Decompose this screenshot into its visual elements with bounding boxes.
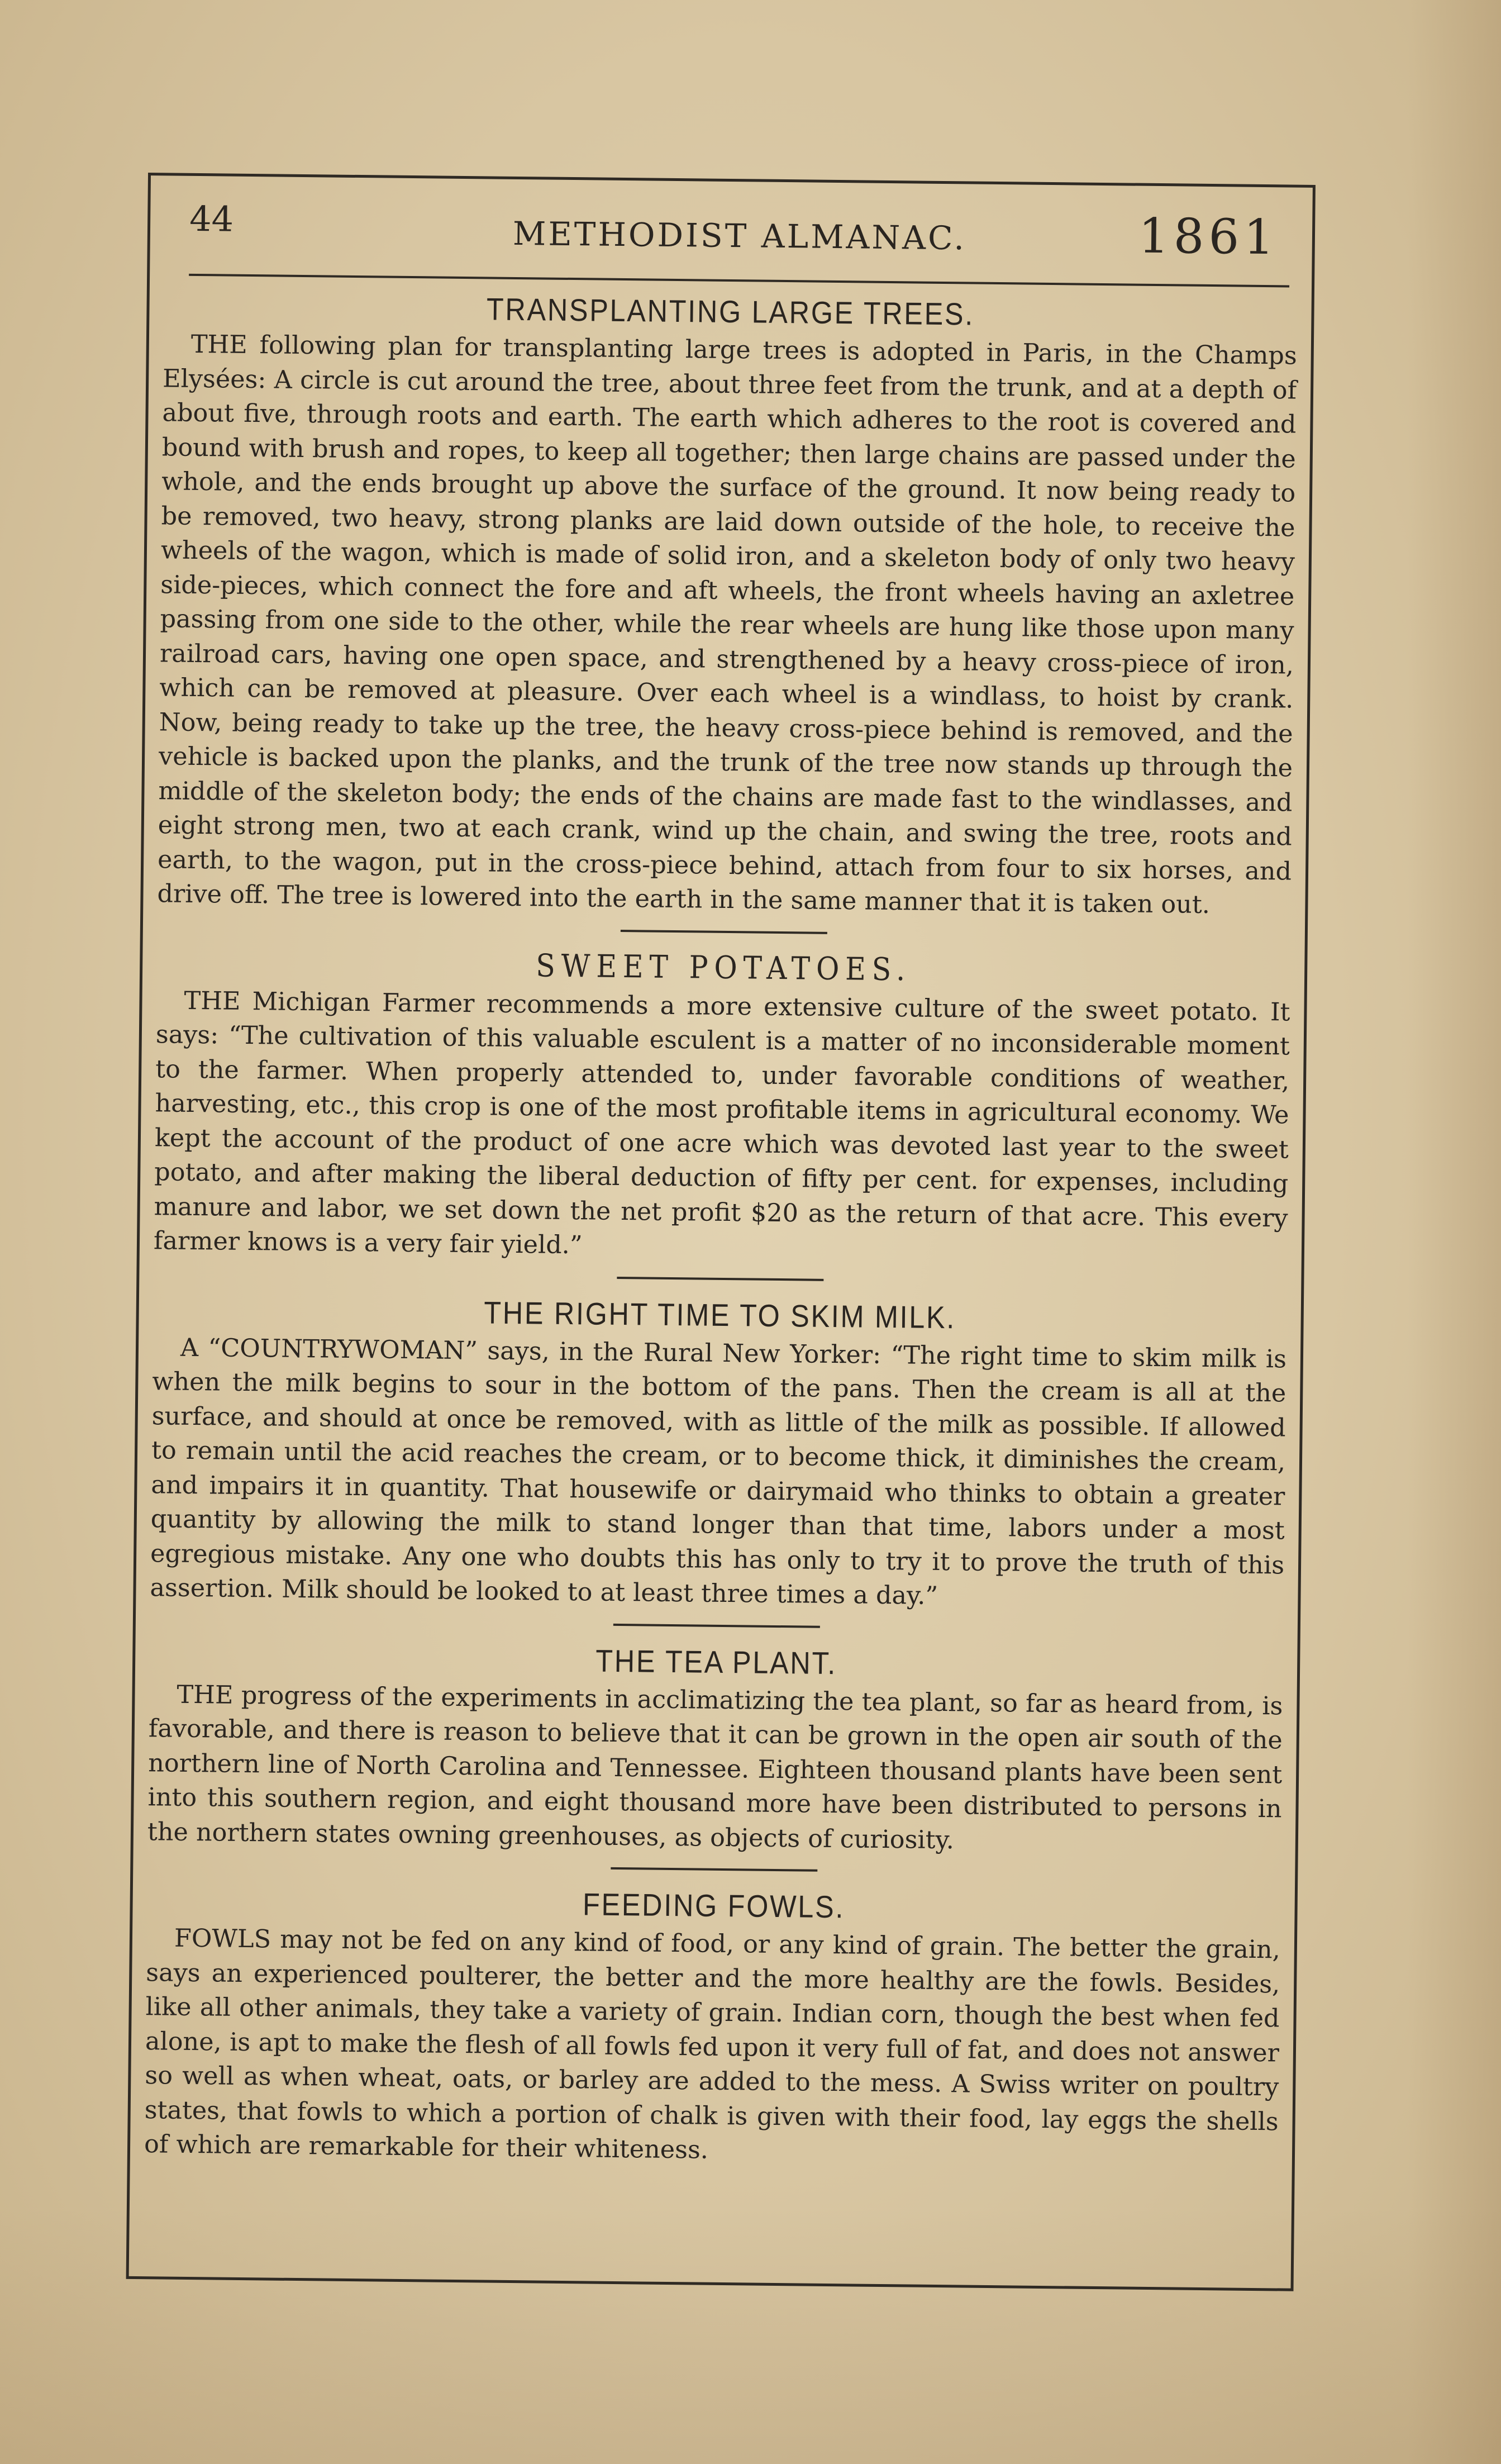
article-feeding-fowls	[144, 1881, 1281, 2173]
article-title: THE TEA PLANT.	[595, 1643, 837, 1681]
page-number: 44	[189, 198, 234, 240]
article-transplanting	[157, 287, 1298, 923]
article-title: SWEET POTATOES.	[536, 947, 912, 988]
section-divider	[617, 1276, 823, 1281]
article-title: TRANSPLANTING LARGE TREES.	[486, 291, 975, 332]
article-title: FEEDING FOWLS.	[582, 1886, 845, 1925]
almanac-title: METHODIST ALMANAC.	[512, 214, 967, 258]
year: 1861	[1138, 208, 1279, 266]
section-divider	[621, 929, 827, 934]
article-body: THE progress of the experiments in acclimatizing the tea plant, so far as heard from, is favorable, and there is reason to believe that it can be grown in the open air south of the northern line of North Carolina and Tennessee. Eighteen thousand plants have been sent into this southern region, and eight thousand more have been distributed to persons in the northern states owning greenhouses, as objects of curiosity.	[147, 1680, 1283, 1854]
article-title: THE RIGHT TIME TO SKIM MILK.	[484, 1294, 956, 1335]
article-body: A “COUNTRYWOMAN” says, in the Rural New Yorker: “The right time to skim milk is when the milk begins to sour in the bottom of the pans. Then the cream is all at the surface, and should at once be removed, with as little of the milk as possible. If allowed to remain until the acid reaches the cream, or to become thick, it diminishes the cream, and impairs it in quantity. That housewife or dairymaid who thinks to obtain a greater quantity by allowing the milk to stand longer than that time, labors under a most egregious mistake. Any one who doubts this has only to try it to prove the truth of this assertion. Milk should be looked to at least three times a day.”	[150, 1333, 1287, 1611]
page-frame	[126, 173, 1316, 2291]
page-content	[144, 287, 1298, 2173]
article-body: THE following plan for transplanting large trees is adopted in Paris, in the Champs Elysées: A circle is cut around the tree, about three feet from the trunk, and at a depth of about five, through roots and earth. The earth which adheres to the root is covered and bound with brush and ropes, to keep all together; then large chains are passed under the whole, and the ends brought up above the surface of the ground. It now being ready to be removed, two heavy, strong planks are laid down outside of the hole, to receive the wheels of the wagon, which is made of solid iron, and a skeleton body of only two heavy side-pieces, which connect the fore and aft wheels, the front wheels having an axletree passing from one side to the other, while the rear wheels are hung like those upon many railroad cars, having one open space, and strengthened by a heavy cross-piece of iron, which can be removed at pleasure. Over each wheel is a windlass, to hoist by crank. Now, being ready to take up the tree, the heavy cross-piece behind is removed, and the vehicle is backed upon the planks, and the trunk of the tree now stands up through the middle of the skeleton body; the ends of the chains are made fast to the windlasses, and eight strong men, two at each crank, wind up the chain, and swing the tree, roots and earth, to the wagon, put in the cross-piece behind, attach from four to six horses, and drive off. The tree is lowered into the earth in the same manner that it is taken out.	[157, 330, 1298, 920]
article-skim-milk	[150, 1291, 1287, 1617]
article-tea-plant	[147, 1638, 1284, 1861]
section-divider	[613, 1623, 820, 1628]
running-header	[189, 196, 1290, 288]
article-sweet-potatoes	[154, 944, 1291, 1270]
section-divider	[611, 1867, 817, 1872]
article-body: THE Michigan Farmer recommends a more extensive culture of the sweet potato. It says: “The cultivation of this valuable esculent is a matter of no inconsiderable moment to the farmer. When properly attended to, under favorable conditions of weather, harvesting, etc., this crop is one of the most profitable items in agricultural economy. We kept the account of the product of one acre which was devoted last year to the sweet potato, and after making the liberal deduction of fifty per cent. for expenses, including manure and labor, we set down the net profit $20 as the return of that acre. This every farmer knows is a very fair yield.”	[153, 986, 1290, 1260]
article-body: FOWLS may not be fed on any kind of food, or any kind of grain. The better the grain, says an experienced poulterer, the better and the more healthy are the fowls. Besides, like all other animals, they take a variety of grain. Indian corn, though the best when fed alone, is apt to make the flesh of all fowls fed upon it very full of fat, and does not answer so well as when wheat, oats, or barley are added to the mess. A Swiss writer on poultry states, that fowls to which a portion of chalk is given with their food, lay eggs the shells of which are remarkable for their whiteness.	[144, 1924, 1281, 2165]
page-edge-stain	[1408, 0, 1501, 2464]
